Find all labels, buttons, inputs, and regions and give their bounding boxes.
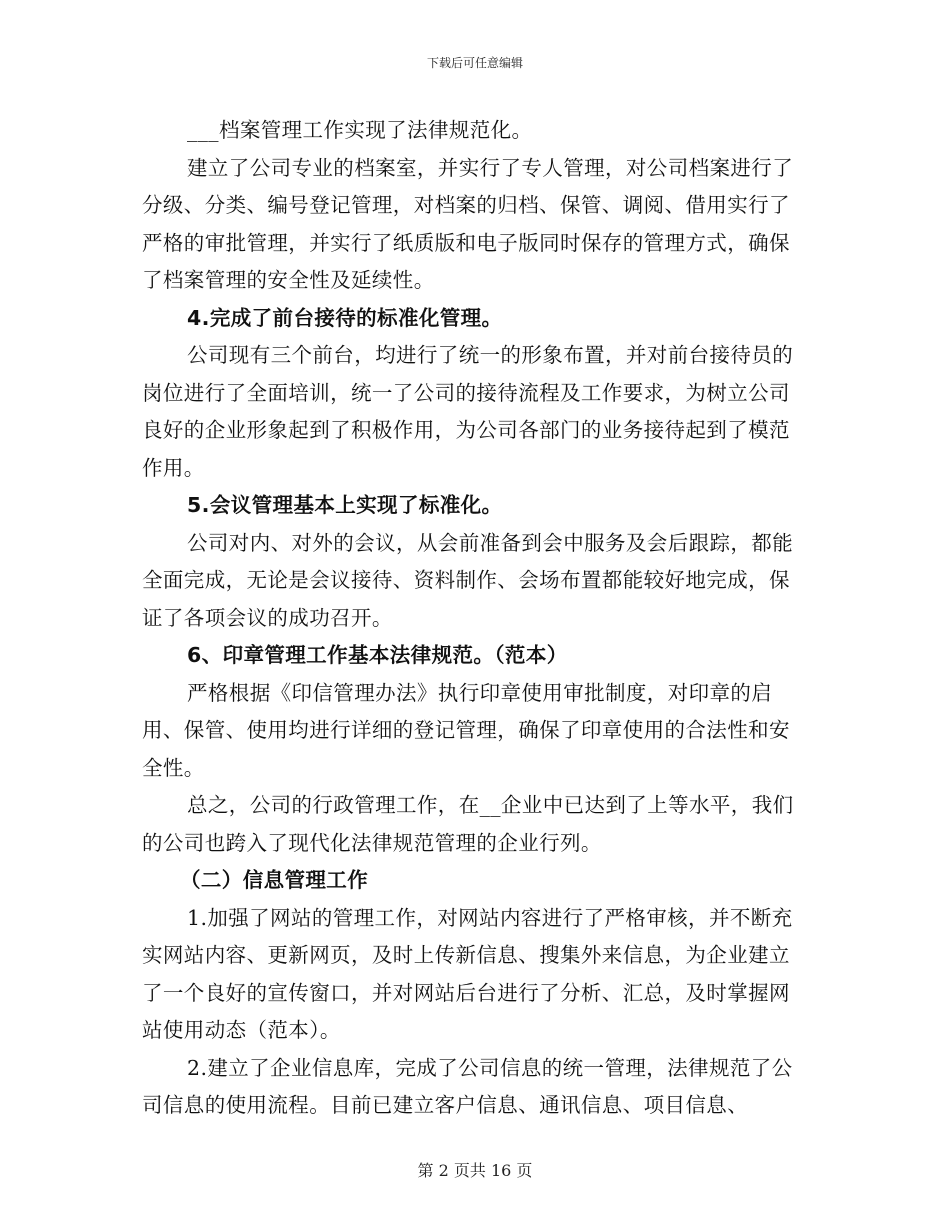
document-body	[142, 112, 804, 1125]
paragraph-summary: 总之，公司的行政管理工作，在__企业中已达到了上等水平，我们的公司也跨入了现代化法律规范管理的企业行列。	[142, 793, 794, 855]
paragraph-archive-detail: 建立了公司专业的档案室，并实行了专人管理，对公司档案进行了分级、分类、编号登记管理，对档案的归档、保管、调阅、借用实行了严格的审批管理，并实行了纸质版和电子版同时保存的管理方式，确保了档案管理的安全性及延续性。	[142, 155, 794, 292]
paragraph-website: 1.加强了网站的管理工作，对网站内容进行了严格审核，并不断充实网站内容、更新网页，及时上传新信息、搜集外来信息，为企业建立了一个良好的宣传窗口，并对网站后台进行了分析、汇总，及时掌握网站使用动态（范本）。	[142, 905, 793, 1042]
page-header-note: 下载后可任意编辑	[426, 56, 523, 70]
paragraph-info-database: 2.建立了企业信息库，完成了公司信息的统一管理，法律规范了公司信息的使用流程。目前已建立客户信息、通讯信息、项目信息、	[142, 1055, 793, 1117]
paragraph-seal: 严格根据《印信管理办法》执行印章使用审批制度，对印章的启用、保管、使用均进行详细的登记管理，确保了印章使用的合法性和安全性。	[142, 680, 790, 780]
page-number: 第 2 页共 16 页	[417, 1161, 533, 1180]
heading-info-management: （二）信息管理工作	[180, 868, 369, 892]
heading-reception: 4.完成了前台接待的标准化管理。	[187, 305, 503, 330]
paragraph-archive-intro: ___档案管理工作实现了法律规范化。	[187, 118, 533, 142]
heading-seal: 6、印章管理工作基本法律规范。（范本）	[187, 643, 568, 667]
paragraph-reception: 公司现有三个前台，均进行了统一的形象布置，并对前台接待员的岗位进行了全面培训，统一了公司的接待流程及工作要求，为树立公司良好的企业形象起到了积极作用，为公司各部门的业务接待起到了模范作用。	[142, 343, 794, 480]
paragraph-meeting: 公司对内、对外的会议，从会前准备到会中服务及会后跟踪，都能全面完成，无论是会议接待、资料制作、会场布置都能较好地完成，保证了各项会议的成功召开。	[142, 530, 794, 630]
heading-meeting: 5.会议管理基本上实现了标准化。	[187, 493, 503, 517]
